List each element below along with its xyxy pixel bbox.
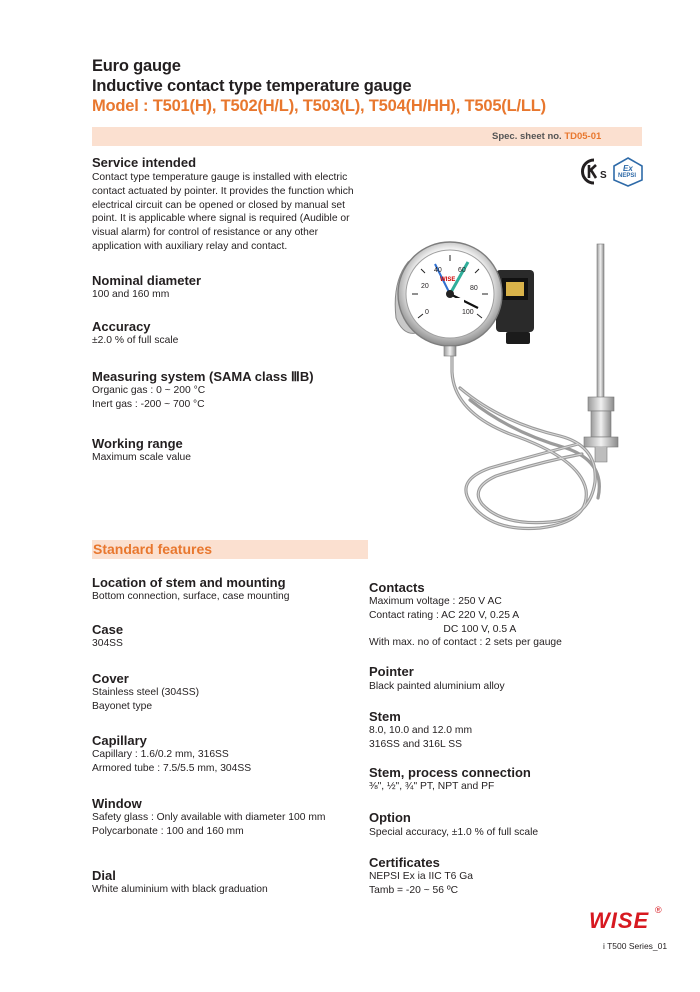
ex-label: Ex xyxy=(623,164,633,173)
working-range-heading: Working range xyxy=(92,436,183,451)
dial-label-80: 80 xyxy=(470,285,478,292)
case-text: 304SS xyxy=(92,638,123,649)
product-image xyxy=(390,222,650,540)
kcs-s-letter: S xyxy=(600,170,607,181)
nepsi-label: NEPSI xyxy=(618,173,637,179)
spec-label: Spec. sheet no. xyxy=(492,131,562,142)
case-heading: Case xyxy=(92,622,124,637)
kcs-mark xyxy=(580,157,610,187)
pointer-text: Black painted aluminium alloy xyxy=(369,681,505,692)
option-heading: Option xyxy=(369,810,411,825)
capillary-text: Capillary : 1.6/0.2 mm, 316SS Armored tube : 7.5/5.5 mm, 304SS xyxy=(92,749,252,774)
dial-label-20: 20 xyxy=(421,283,429,290)
dial-label-40: 40 xyxy=(434,267,442,274)
standard-features-heading: Standard features xyxy=(93,541,213,557)
doc-title-line1: Euro gauge xyxy=(92,57,181,75)
stem-process-connection-heading: Stem, process connection xyxy=(369,765,531,780)
pointer-heading: Pointer xyxy=(369,664,414,679)
nominal-diameter-heading: Nominal diameter xyxy=(92,273,202,288)
stem-heading: Stem xyxy=(369,709,401,724)
nominal-diameter-text: 100 and 160 mm xyxy=(92,289,170,300)
contacts-heading: Contacts xyxy=(369,580,425,595)
dial-label-60: 60 xyxy=(458,267,466,274)
registered-mark: ® xyxy=(655,905,662,915)
dial-text: White aluminium with black graduation xyxy=(92,884,268,895)
wise-logo: WISE xyxy=(589,908,650,933)
option-text: Special accuracy, ±1.0 % of full scale xyxy=(369,827,539,838)
service-intended-text: Contact type temperature gauge is installed with electric contact actuated by pointer. It provides the function which electrical circuit can be opened or closed by manual set point. It is applicable where signal is required (Audible or visual alarm) for control of resistance or any other application with auxiliary relay and contact. xyxy=(92,172,354,252)
certificates-heading: Certificates xyxy=(369,855,440,870)
service-intended-heading: Service intended xyxy=(92,155,197,170)
series-footer: i T500 Series_01 xyxy=(603,941,668,951)
capillary-heading: Capillary xyxy=(92,733,147,748)
dial-brand: WISE xyxy=(440,277,456,283)
certificates-text: NEPSI Ex ia IIC T6 Ga Tamb = -20 ~ 56 ºC xyxy=(369,871,473,896)
dial-heading: Dial xyxy=(92,868,116,883)
location-heading: Location of stem and mounting xyxy=(92,575,286,590)
cover-text: Stainless steel (304SS) Bayonet type xyxy=(92,687,200,712)
accuracy-heading: Accuracy xyxy=(92,319,151,334)
dial-label-0: 0 xyxy=(425,309,429,316)
measuring-system-heading: Measuring system (SAMA class ⅢB) xyxy=(92,369,314,384)
contacts-text: Maximum voltage : 250 V AC Contact rating : AC 220 V, 0.25 A DC 100 V, 0.5 A With max. no of contact : 2 sets per gauge xyxy=(369,596,562,649)
stem-text: 8.0, 10.0 and 12.0 mm 316SS and 316L SS xyxy=(369,725,473,750)
spec-code: TD05-01 xyxy=(564,131,602,142)
cover-heading: Cover xyxy=(92,671,129,686)
doc-title-line2: Inductive contact type temperature gauge xyxy=(92,77,412,95)
ex-nepsi-badge xyxy=(612,157,644,187)
window-heading: Window xyxy=(92,796,142,811)
stem-process-connection-text: ⅜", ½", ¾" PT, NPT and PF xyxy=(369,781,495,792)
model-line: Model : T501(H), T502(H/L), T503(L), T504(H/HH), T505(L/LL) xyxy=(92,97,546,115)
window-text: Safety glass : Only available with diameter 100 mm Polycarbonate : 100 and 160 mm xyxy=(92,812,326,837)
working-range-text: Maximum scale value xyxy=(92,452,191,463)
spec-sheet-number xyxy=(492,131,601,142)
accuracy-text: ±2.0 % of full scale xyxy=(92,335,179,346)
measuring-system-text: Organic gas : 0 ~ 200 °C Inert gas : -200 ~ 700 °C xyxy=(92,385,206,410)
location-text: Bottom connection, surface, case mounting xyxy=(92,591,290,602)
dial-label-100: 100 xyxy=(462,309,474,316)
temperature-gauge-illustration xyxy=(390,222,650,540)
